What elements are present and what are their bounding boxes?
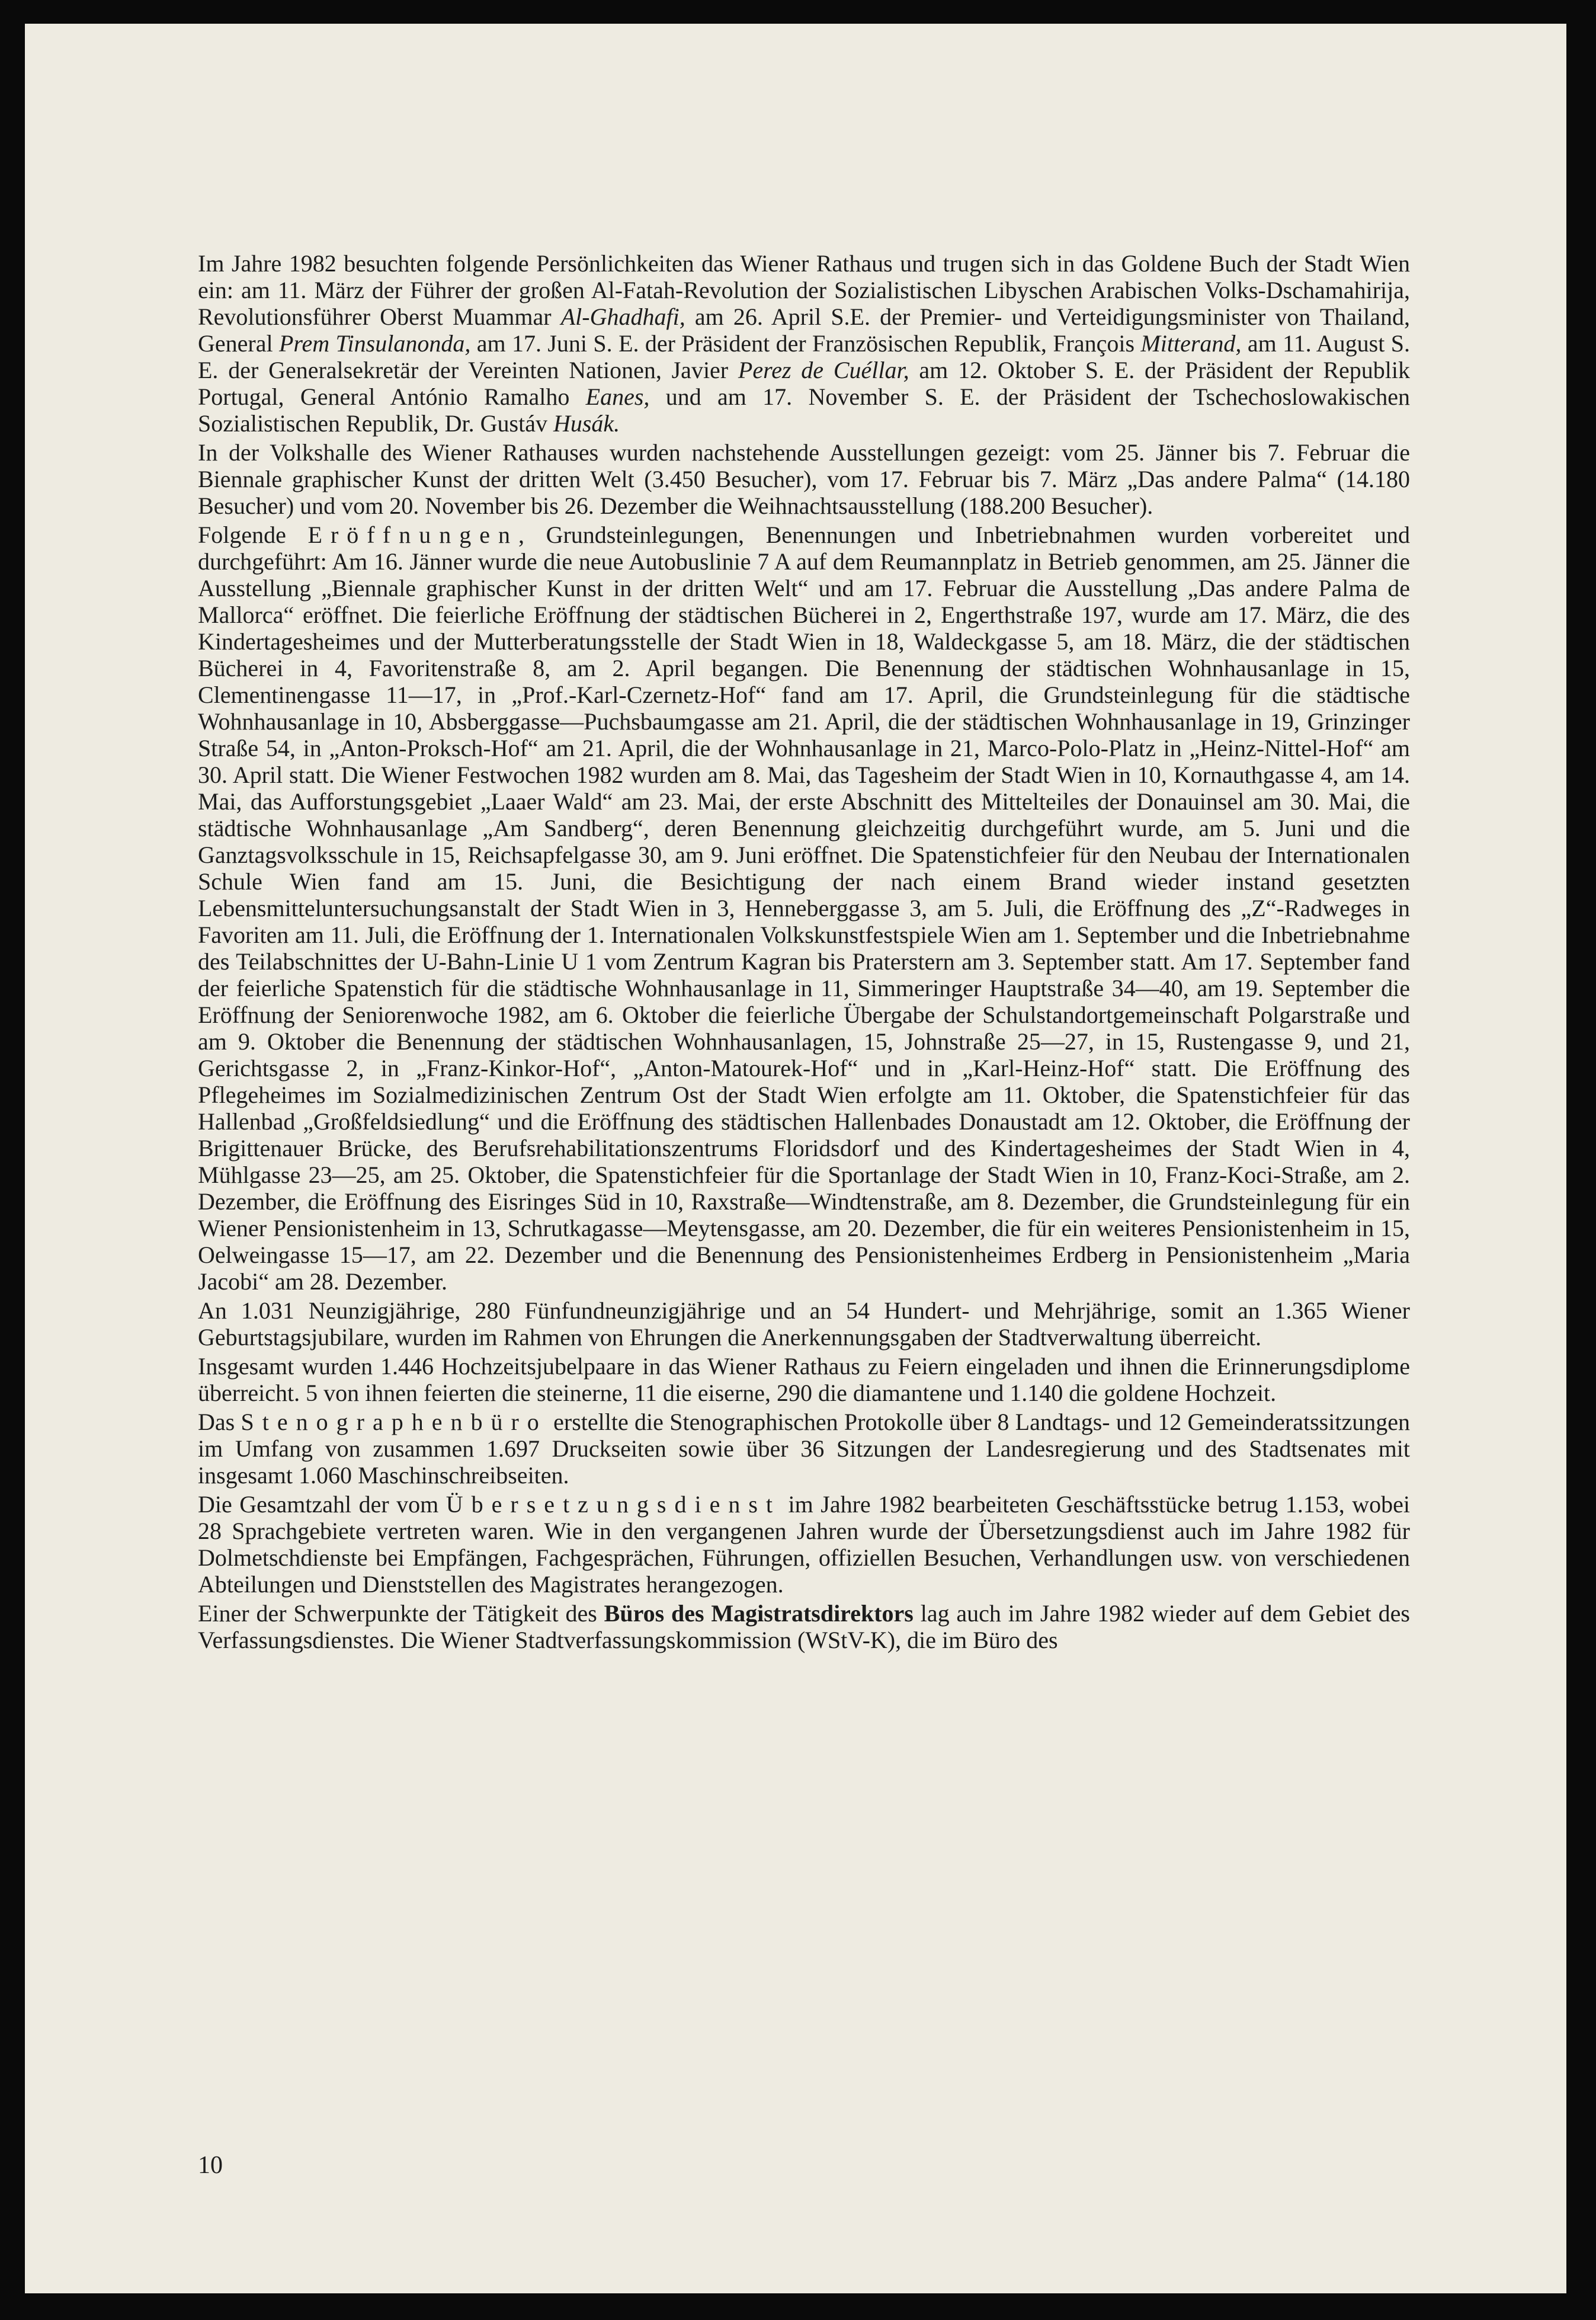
name-italic: Al-Ghadhafi, — [560, 303, 685, 330]
name-italic: Prem Tinsulanonda, — [278, 330, 471, 357]
paragraph-openings — [198, 521, 1410, 1295]
name-italic: Eanes, — [585, 383, 650, 410]
paragraph-director-office — [198, 1600, 1410, 1653]
paragraph-birthdays: An 1.031 Neunzigjährige, 280 Fünfundneunzigjährige und an 54 Hundert- und Mehrjährige, somit an 1.365 Wiener Geburtstagsjubilare, wurden im Rahmen von Ehrungen die Anerkennungsgaben der Stadtverwaltung überreicht. — [198, 1297, 1410, 1351]
text-run: Das — [198, 1409, 241, 1435]
text-run: am 11. August S. E. der Generalsekretär der Vereinten Nationen, Javier — [198, 330, 1410, 383]
name-italic: Husák. — [553, 410, 620, 437]
page-sheet — [25, 24, 1566, 2293]
text-run: am 26. April S.E. der Premier- und Verteidigungsminister von Thailand, General — [198, 303, 1410, 357]
paragraph-guestbook — [198, 250, 1410, 437]
text-run: erstellte die Stenographischen Protokolle über 8 Landtags- und 12 Gemeinderatssitzungen im Umfang von zusammen 1.697 Druckseiten sowie über 36 Sitzungen der Landesregierung und des Stadtsenates mit insgesamt 1.060 Maschinschreibseiten. — [198, 1409, 1410, 1489]
text-run: und am 17. November S. E. der Präsident der Tschechoslowakischen Sozialistischen Republik, Dr. Gustáv — [198, 383, 1410, 437]
text-run: Die Gesamtzahl der vom — [198, 1491, 446, 1518]
text-run: im Jahre 1982 bearbeiteten Geschäftsstücke betrug 1.153, wobei 28 Sprachgebiete vertreten waren. Wie in den vergangenen Jahren wurde der Übersetzungsdienst auch im Jahre 1982 für Dolmetschdienste bei Empfängen, Fachgesprächen, Führungen, offiziellen Besuchen, Verhandlungen usw. von verschiedenen Abteilungen und Dienststellen des Magistrates herangezogen. — [198, 1491, 1410, 1598]
name-italic: Perez de Cuéllar, — [738, 357, 909, 383]
spaced-keyword: Übersetzungsdienst — [446, 1491, 781, 1518]
text-run: am 12. Oktober S. E. der Präsident der Republik Portugal, General António Ramalho — [198, 357, 1411, 410]
text-run: Einer der Schwerpunkte der Tätigkeit des — [198, 1600, 604, 1627]
name-italic: Mitterand, — [1140, 330, 1242, 357]
text-run: Folgende — [198, 521, 308, 548]
paragraph-translation — [198, 1491, 1410, 1598]
text-run: am 17. Juni S. E. der Präsident der Französischen Republik, François — [470, 330, 1141, 357]
text-run: , Grundsteinlegungen, Benennungen und Inbetriebnahmen wurden vorbereitet und durchgeführt: Am 16. Jänner wurde die neue Autobuslinie 7 A auf dem Reumannplatz in Betrieb genommen, am 25. Jänner die Ausstellung „Biennale graphischer Kunst in der dritten Welt“ und am 17. Februar die Ausstellung „Das andere Palma de Mallorca“ eröffnet. Die feierliche Eröffnung der städtischen Bücherei in 2, Engerthstraße 197, wurde am 17. März, die des Kindertagesheimes und der Mutterberatungsstelle der Stadt Wien in 18, Waldeckgasse 5, am 18. März, die der städtischen Bücherei in 4, Favoritenstraße 8, am 2. April begangen. Die Benennung der städtischen Wohnhausanlage in 15, Clementinengasse 11—17, in „Prof.-Karl-Czernetz-Hof“ fand am 17. April, die Grundsteinlegung für die städtische Wohnhausanlage in 10, Absberggasse—Puchsbaumgasse am 21. April, die der städtischen Wohnhausanlage in 19, Grinzinger Straße 54, in „Anton-Proksch-Hof“ am 21. April, die der Wohnhausanlage in 21, Marco-Polo-Platz in „Heinz-Nittel-Hof“ am 30. April statt. Die Wiener Festwochen 1982 wurden am 8. Mai, das Tagesheim der Stadt Wien in 10, Kornauthgasse 4, am 14. Mai, das Aufforstungsgebiet „Laaer Wald“ am 23. Mai, der erste Abschnitt des Mittelteiles der Donauinsel am 30. Mai, die städtische Wohnhausanlage „Am Sandberg“, deren Benennung gleichzeitig durchgeführt wurde, am 5. Juni und die Ganztagsvolksschule in 15, Reichsapfelgasse 30, am 9. Juni eröffnet. Die Spatenstichfeier für den Neubau der Internationalen Schule Wien fand am 15. Juni, die Besichtigung der nach einem Brand wieder instand gesetzten Lebensmitteluntersuchungsanstalt der Stadt Wien in 3, Henneberggasse 3, am 5. Juli, die Eröffnung des „Z“-Radweges in Favoriten am 11. Juli, die Eröffnung der 1. Internationalen Volkskunstfestspiele Wien am 1. September und die Inbetriebnahme des Teilabschnittes der U-Bahn-Linie U 1 vom Zentrum Kagran bis Praterstern am 3. September statt. Am 17. September fand der feierliche Spatenstich für die städtische Wohnhausanlage in 11, Simmeringer Hauptstraße 34—40, am 19. September die Eröffnung der Seniorenwoche 1982, am 6. Oktober die feierliche Übergabe der Schulstandortgemeinschaft Polgarstraße und am 9. Oktober die Benennung der städtischen Wohnhausanlagen, 15, Johnstraße 25—27, in 15, Rustengasse 9, und 21, Gerichtsgasse 2, in „Franz-Kinkor-Hof“, „Anton-Matourek-Hof“ und in „Karl-Heinz-Hof“ statt. Die Eröffnung des Pflegeheimes im Sozialmedizinischen Zentrum Ost der Stadt Wien erfolgte am 11. Oktober, die Spatenstichfeier für das Hallenbad „Großfeldsiedlung“ und die Eröffnung des städtischen Hallenbades Donaustadt am 12. Oktober, die Eröffnung der Brigittenauer Brücke, des Berufsrehabilitationszentrums Floridsdorf und des Kindertagesheimes der Stadt Wien in 4, Mühlgasse 23—25, am 25. Oktober, die Spatenstichfeier für die Sportanlage der Stadt Wien in 10, Franz-Koci-Straße, am 2. Dezember, die Eröffnung des Eisringes Süd in 10, Raxstraße—Windtenstraße, am 8. Dezember, die Grundsteinlegung für ein Wiener Pensionistenheim in 13, Schrutkagasse—Meytensgasse, am 20. Dezember, die für ein weiteres Pensionistenheim in 15, Oelweingasse 15—17, am 22. Dezember und die Benennung des Pensionistenheimes Erdberg in Pensionistenheim „Maria Jacobi“ am 28. Dezember. — [198, 521, 1410, 1295]
text-run: lag auch im Jahre 1982 wieder auf dem Gebiet des Verfassungsdienstes. Die Wiener Stadtverfassungskommission (WStV-K), die im Büro des — [198, 1600, 1410, 1653]
paragraph-weddings: Insgesamt wurden 1.446 Hochzeitsjubelpaare in das Wiener Rathaus zu Feiern eingeladen und ihnen die Erinnerungsdiplome überreicht. 5 von ihnen feierten die steinerne, 11 die eiserne, 290 die diamantene und 1.140 die goldene Hochzeit. — [198, 1353, 1410, 1406]
page-number: 10 — [198, 2152, 223, 2179]
text-run: Im Jahre 1982 besuchten folgende Persönlichkeiten das Wiener Rathaus und trugen sich in das Goldene Buch der Stadt Wien ein: am 11. März der Führer der großen Al-Fatah-Revolution der Sozialistischen Libyschen Arabischen Volks-Dschamahirija, Revolutionsführer Oberst Muammar — [198, 250, 1410, 330]
paragraph-stenography — [198, 1409, 1410, 1489]
spaced-keyword: Eröffnungen — [307, 521, 518, 548]
paragraph-exhibitions: In der Volkshalle des Wiener Rathauses wurden nachstehende Ausstellungen gezeigt: vom 25. Jänner bis 7. Februar die Biennale graphischer Kunst der dritten Welt (3.450 Besucher), vom 17. Februar bis 7. März „Das andere Palma“ (14.180 Besucher) und vom 20. November bis 26. Dezember die Weihnachtsausstellung (188.200 Besucher). — [198, 439, 1410, 519]
spaced-keyword: Stenographenbüro — [241, 1409, 547, 1435]
body-text — [198, 250, 1410, 1653]
bold-keyword: Büros des Magistratsdirektors — [604, 1600, 914, 1627]
